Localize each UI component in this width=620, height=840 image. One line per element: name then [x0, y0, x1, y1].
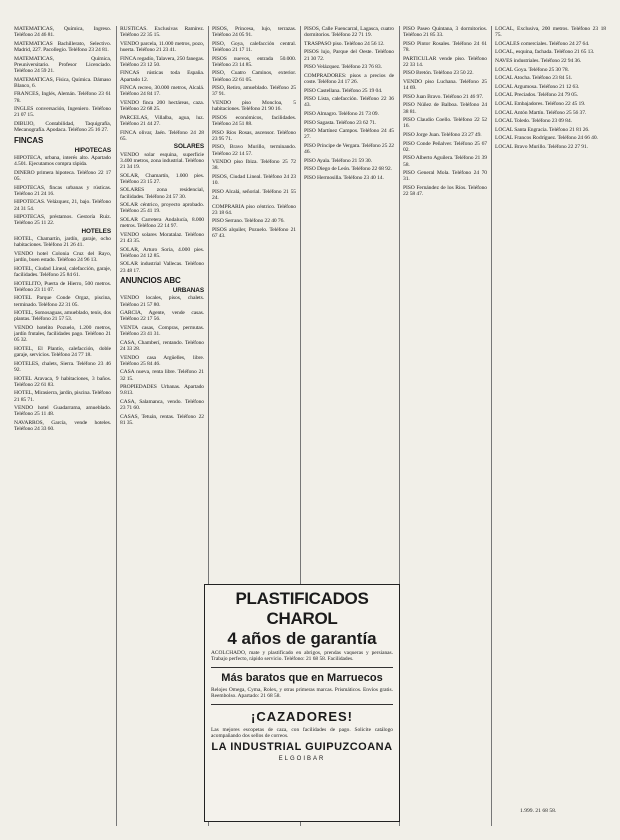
- classified-ad: LOCAL Bravo Murillo. Teléfono 22 27 91.: [495, 143, 588, 150]
- classified-ad: LOCAL Embajadores. Teléfono 22 45 19.: [495, 100, 586, 107]
- classified-ad: CASA, Salamanca, vendo. Teléfono 23 71 60.: [120, 398, 204, 412]
- classified-ad: LOCAL Preciados. Teléfono 24 79 05.: [495, 92, 578, 99]
- classified-ad: LOCAL Argumosa. Teléfono 21 12 63.: [495, 83, 580, 90]
- ad-subheadline: 4 años de garantía: [227, 629, 377, 648]
- classified-ad: MATEMATICAS, Física, Química. Dámaso Blanco, 6.: [14, 76, 111, 89]
- classified-ad: VENTA casas, Compras, permutas. Teléfono 23 41 31.: [120, 324, 204, 338]
- classified-ad: VENDO solares Moratalaz. Teléfono 21 43 35.: [120, 231, 204, 244]
- classified-ad: VENDO hotelito Pozuelo, 1.200 metros, jardín frutales, facilidades pago. Teléfono 21 05 32.: [14, 324, 111, 344]
- classified-ad: HOTEL, Mirasierra, jardín, piscina. Teléfono 21 85 71.: [14, 390, 111, 403]
- classified-ad: HOTEL, El Plantío, calefacción, doble garaje, servicios. Teléfono 24 77 18.: [14, 345, 111, 359]
- ad-headline: PLASTIFICADOS CHAROL: [235, 589, 369, 628]
- classified-ad: PISO, Goya, calefacción central. Teléfono 21 17 11.: [212, 40, 296, 53]
- classified-ad: FINCA regadío, Talavera, 250 fanegas. Teléfono 23 12 50.: [120, 55, 204, 68]
- classified-ad: PISO Ríos Rosas, ascensor. Teléfono 23 95 71.: [212, 129, 296, 142]
- display-advertisement: [204, 584, 400, 822]
- classified-ad: HOTEL, Somosaguas, amueblado, tenis, dos plantas. Teléfono 21 57 53.: [14, 310, 111, 323]
- classified-ad: VENDO solar esquina, superficie 3.400 metros, zona industrial. Teléfono 21 34 19.: [120, 151, 204, 170]
- classified-ad: SOLAR industrial Vallecas. Teléfono 23 48 17.: [120, 261, 204, 274]
- classified-ad: SOLAR, Arturo Soria, 4.000 pies. Teléfono 24 12 85.: [120, 246, 204, 259]
- ad-body-2: Relojes Omega, Cyma, Rolex, y otras primeras marcas. Prismáticos. Envíos gratis. Reembolso. Apartado: 21 68 58.: [211, 687, 393, 699]
- classified-ad: PISO Núñez de Balboa. Teléfono 24 38 81.: [403, 102, 487, 115]
- classified-ad: INGLES conversación, Ingeniero. Teléfono 21 07 15.: [14, 106, 111, 119]
- classified-ad: PISO Almagro. Teléfono 21 73 09.: [304, 110, 379, 117]
- classified-ad: PISO Serrano. Teléfono 22 40 76.: [212, 218, 285, 225]
- classified-ad: PISO General Mola. Teléfono 24 70 31.: [403, 170, 487, 183]
- classified-ad: PISOS, Princesa, lujo, terrazas. Teléfono 24 05 91.: [212, 26, 296, 39]
- classified-ad: VENDO hotel Guadarrama, amueblado. Teléfono 25 11 48.: [14, 405, 111, 418]
- classified-ad: LOCAL, Exclusiva, 200 metros. Teléfono 23 18 75.: [495, 26, 606, 39]
- classified-column-3: [212, 26, 296, 581]
- classified-column-4: [304, 26, 394, 581]
- classified-ad: HOTEL, Chamartín, jardín, garaje, ocho habitaciones. Teléfono 21 26 41.: [14, 236, 111, 249]
- section-heading: URBANAS: [172, 287, 204, 295]
- classified-ad: HOTEL Aravaca, 9 habitaciones, 3 baños. Teléfono 22 61 83.: [14, 375, 111, 388]
- ad-city: ELGOIBAR: [278, 756, 326, 762]
- classified-ad: HOTEL, Ciudad Lineal, calefacción, garaje, facilidades. Teléfono 25 84 61.: [14, 265, 111, 278]
- classified-ad: PISO Juan Bravo. Teléfono 21 46 97.: [403, 93, 484, 100]
- classified-ad: PARCELAS, Villalba, agua, luz. Teléfono 21 44 27.: [120, 114, 204, 127]
- ad-heading-3: ¡CAZADORES!: [251, 709, 353, 724]
- classified-ad: NAVARROS, García, vende hoteles. Teléfono 24 33 60.: [14, 419, 111, 433]
- classified-ad: PISOS económicos, facilidades. Teléfono 24 51 88.: [212, 114, 296, 127]
- classified-ad: MATEMATICAS, Química, Preuniversitario. Profesor Licenciado. Teléfono 24 59 21.: [14, 55, 111, 74]
- classified-ad: PISO Jorge Juan. Teléfono 23 27 49.: [403, 131, 482, 138]
- classified-ad: DINERO primera hipoteca. Teléfono 22 17 05.: [14, 169, 111, 182]
- classified-ad: PISOS, Ciudad Lineal. Teléfono 24 23 10.: [212, 173, 296, 187]
- classified-ad: HIPOTECA, urbana, interés alto. Apartado 4.501. Ejecutamos compra rápida.: [14, 154, 111, 168]
- classified-ad: VENDO locales, pisos, chalets. Teléfono 21 57 80.: [120, 295, 204, 308]
- classified-ad: PISO, Retiro, amueblado. Teléfono 25 37 91.: [212, 85, 296, 98]
- classified-ad: PISO Príncipe de Vergara. Teléfono 25 22 46.: [304, 142, 394, 156]
- classified-ad: LOCAL Francos Rodríguez. Teléfono 24 66 40.: [495, 135, 598, 142]
- classified-ad: CASAS, Tetuán, rentas. Teléfono 22 81 35.: [120, 413, 204, 426]
- classified-ad: LOCAL Atocha. Teléfono 23 84 51.: [495, 75, 573, 82]
- classified-ad: FINCA olivar, Jaén. Teléfono 24 28 65.: [120, 129, 204, 142]
- classified-ad: HOTEL Parque Conde Orgaz, piscina, terminado. Teléfono 22 31 05.: [14, 295, 111, 308]
- classified-ad: VENDO finca 200 hectáreas, caza. Teléfono 22 68 25.: [120, 99, 204, 113]
- classified-ad: VENDO piso Moncloa, 5 habitaciones. Teléfono 21 90 16.: [212, 99, 296, 113]
- classified-ad: PISO Sagasta. Teléfono 23 62 71.: [304, 119, 377, 126]
- classified-ad: HOTELES, chalets, Sierra. Teléfono 23 46 92.: [14, 360, 111, 373]
- classified-ad: HIPOTECAS, préstamos. Gestoría Ruiz. Teléfono 25 11 22.: [14, 214, 111, 227]
- classified-ad: LOCAL Toledo. Teléfono 23 09 84.: [495, 118, 572, 125]
- classified-column-6: [495, 26, 606, 796]
- classified-column-2: [120, 26, 204, 826]
- classified-ad: SOLAR céntrico, proyecto aprobado. Teléfono 25 41 19.: [120, 202, 204, 215]
- classified-ad: LOCAL Goya. Teléfono 25 30 78.: [495, 66, 569, 73]
- classified-ad: PISO Bretón. Teléfono 23 50 22.: [403, 70, 474, 77]
- classified-ad: MATEMATICAS, Química, Ingreso. Teléfono 24 46 81.: [14, 26, 111, 39]
- classified-ad: PISO Diego de León. Teléfono 22 68 92.: [304, 166, 392, 173]
- classified-ad: MATEMATICAS Bachillerato, Selectivo. Madrid, 227. Pacollegio. Teléfono 23 24 81.: [14, 40, 111, 53]
- classified-ad: FINCA recreo, 30.000 metros, Alcalá. Teléfono 24 84 17.: [120, 85, 204, 98]
- classified-ad: VENDO piso Luchana. Teléfono 25 14 69.: [403, 78, 487, 92]
- classified-column-1: [14, 26, 111, 826]
- classified-ad: PISO Paseo Quintana, 3 dormitorios. Teléfono 21 85 33.: [403, 26, 487, 39]
- section-heading: HIPOTECAS: [74, 146, 111, 154]
- classified-ad: PISO, Cuatro Caminos, exterior. Teléfono 22 61 05.: [212, 70, 296, 83]
- ad-divider: [211, 704, 393, 705]
- classified-ad: PISO Pintor Rosales. Teléfono 24 61 78.: [403, 40, 487, 53]
- classified-ad: PISOS, Calle Fuencarral, Lagasca, cuatro dormitorios. Teléfono 22 71 19.: [304, 26, 394, 39]
- classified-ad: HIPOTECAS. Velázquez, 21, bajo. Teléfono 24 31 54.: [14, 199, 111, 212]
- classified-ad: VENDO hotel Colonia Cruz del Rayo, jardín, buen estado. Teléfono 24 96 13.: [14, 250, 111, 264]
- classified-ad: CASA, Chamberí, rentando. Teléfono 24 33 28.: [120, 339, 204, 352]
- ad-body-3: Las mejores escopetas de caza, con facilidades de pago. Solicite catálogo acompañando dos sellos de correos.: [211, 727, 393, 739]
- classified-ad: SOLAR Carretera Andalucía, 8.000 metros. Teléfono 22 14 97.: [120, 216, 204, 230]
- classified-ad: VENDO parcela, 11.000 metros, pozo, huerta. Teléfono 21 23 41.: [120, 40, 204, 53]
- classified-ad: PISO Alberto Aguilera. Teléfono 21 39 58.: [403, 155, 487, 168]
- classified-ad: SOLARES zona residencial, facilidades. Teléfono 24 57 30.: [120, 187, 204, 200]
- classified-ad: FINCAS rústicas toda España. Apartado 12.: [120, 70, 204, 83]
- classified-ad: LOCAL, esquina, fachada. Teléfono 21 65 13.: [495, 49, 595, 56]
- classified-ad: LOCALES comerciales. Teléfono 24 27 64.: [495, 40, 590, 47]
- classified-ad: HIPOTECAS, fincas urbanas y rústicas. Teléfono 21 24 16.: [14, 184, 111, 197]
- classified-ad: PISO Claudio Coello. Teléfono 22 52 16.: [403, 117, 487, 130]
- classified-ad: PISO Castellana. Teléfono 25 19 04.: [304, 87, 383, 94]
- classified-ad: COMPRARIA piso céntrico. Teléfono 23 18 64.: [212, 203, 296, 216]
- classified-ad: SOLAR, Chamartín, 1.000 pies. Teléfono 23 15 27.: [120, 172, 204, 185]
- classified-ad: PISO Ayala. Teléfono 21 59 30.: [304, 157, 372, 164]
- classified-ad: PISO Martínez Campos. Teléfono 24 45 27.: [304, 128, 394, 141]
- classified-ad: PISO Alcalá, señorial. Teléfono 21 55 24.: [212, 188, 296, 201]
- ad-heading-2: Más baratos que en Marruecos: [221, 672, 383, 684]
- classified-ad: PISO, Bravo Murillo, terminando. Teléfono 22 14 57.: [212, 144, 296, 157]
- classified-ad: PISOS nuevos, entrada 50.000. Teléfono 23 14 85.: [212, 55, 296, 68]
- classified-ad: RUSTICAS. Exclusivas Ramírez. Teléfono 22 35 15.: [120, 26, 204, 39]
- classified-ad: PISO Velázquez. Teléfono 23 76 83.: [304, 64, 382, 71]
- classified-ad: TRASPASO piso. Teléfono 24 56 12.: [304, 40, 385, 47]
- section-heading: FINCAS: [14, 135, 44, 145]
- classified-ad: PARTICULAR vende piso. Teléfono 22 33 14.: [403, 55, 487, 68]
- classified-column-5: [403, 26, 487, 826]
- classified-ad: PISOS alquiler, Pozuelo. Teléfono 21 67 43.: [212, 226, 296, 240]
- classified-ad: PISO Lista, calefacción. Teléfono 22 36 43.: [304, 96, 394, 109]
- classified-ad: HOTELITO, Puerta de Hierro, 500 metros. Teléfono 23 11 07.: [14, 280, 111, 293]
- section-heading: HOTELES: [81, 227, 111, 235]
- classified-ad: LOCAL Antón Martín. Teléfono 25 56 37.: [495, 109, 587, 116]
- classified-ad: PROPIEDADES Urbanas. Apartado 9.813.: [120, 384, 204, 397]
- column-divider: [116, 26, 117, 826]
- section-heading: ANUNCIOS ABC: [120, 276, 181, 286]
- classified-ad: COMPRADORES: pisos a precios de coste. Teléfono 24 17 26.: [304, 72, 394, 85]
- ad-company-name: LA INDUSTRIAL GUIPUZCOANA: [211, 741, 393, 753]
- classified-ad: NAVES industriales. Teléfono 22 94 36.: [495, 57, 582, 64]
- classified-ad: PISO Hermosilla. Teléfono 23 40 14.: [304, 174, 384, 181]
- ad-divider: [211, 667, 393, 668]
- classified-ad: PISOS lujo, Parque del Oeste. Teléfono 21 30 72.: [304, 49, 394, 62]
- classified-ad: DIBUJO, Contabilidad, Taquigrafía, Mecanografía. Apodaca. Teléfono 25 16 27.: [14, 120, 111, 134]
- ad-body-1: ACOLCHADO, mate y plastificado en abrigos, prendas vaqueras y persianas. Trabajo perfecto, rápido servicio. Teléfono: 21 68 58. Facilidades.: [211, 650, 393, 662]
- classified-ad: PISO Conde Peñalver. Teléfono 25 67 02.: [403, 140, 487, 153]
- section-heading: SOLARES: [173, 143, 204, 151]
- classified-ad: VENDO casa Argüelles, libre. Teléfono 25 84 46.: [120, 354, 204, 367]
- footer-text: 1.999. 21 68 58.: [520, 808, 557, 814]
- classified-ad: LOCAL Santa Engracia. Teléfono 21 81 26.: [495, 126, 590, 133]
- classified-ad: FRANCES, Inglés, Alemán. Teléfono 23 61 78.: [14, 91, 111, 104]
- classified-ad: GARCIA, Agente, vende casas. Teléfono 22 17 56.: [120, 310, 204, 323]
- classified-ad: VENDO piso Ibiza. Teléfono 25 72 38.: [212, 159, 296, 172]
- column-divider: [491, 26, 492, 826]
- classified-ad: CASA nueva, renta libre. Teléfono 21 32 15.: [120, 369, 204, 382]
- classified-ad: PISO Fernández de los Ríos. Teléfono 22 58 47.: [403, 184, 487, 198]
